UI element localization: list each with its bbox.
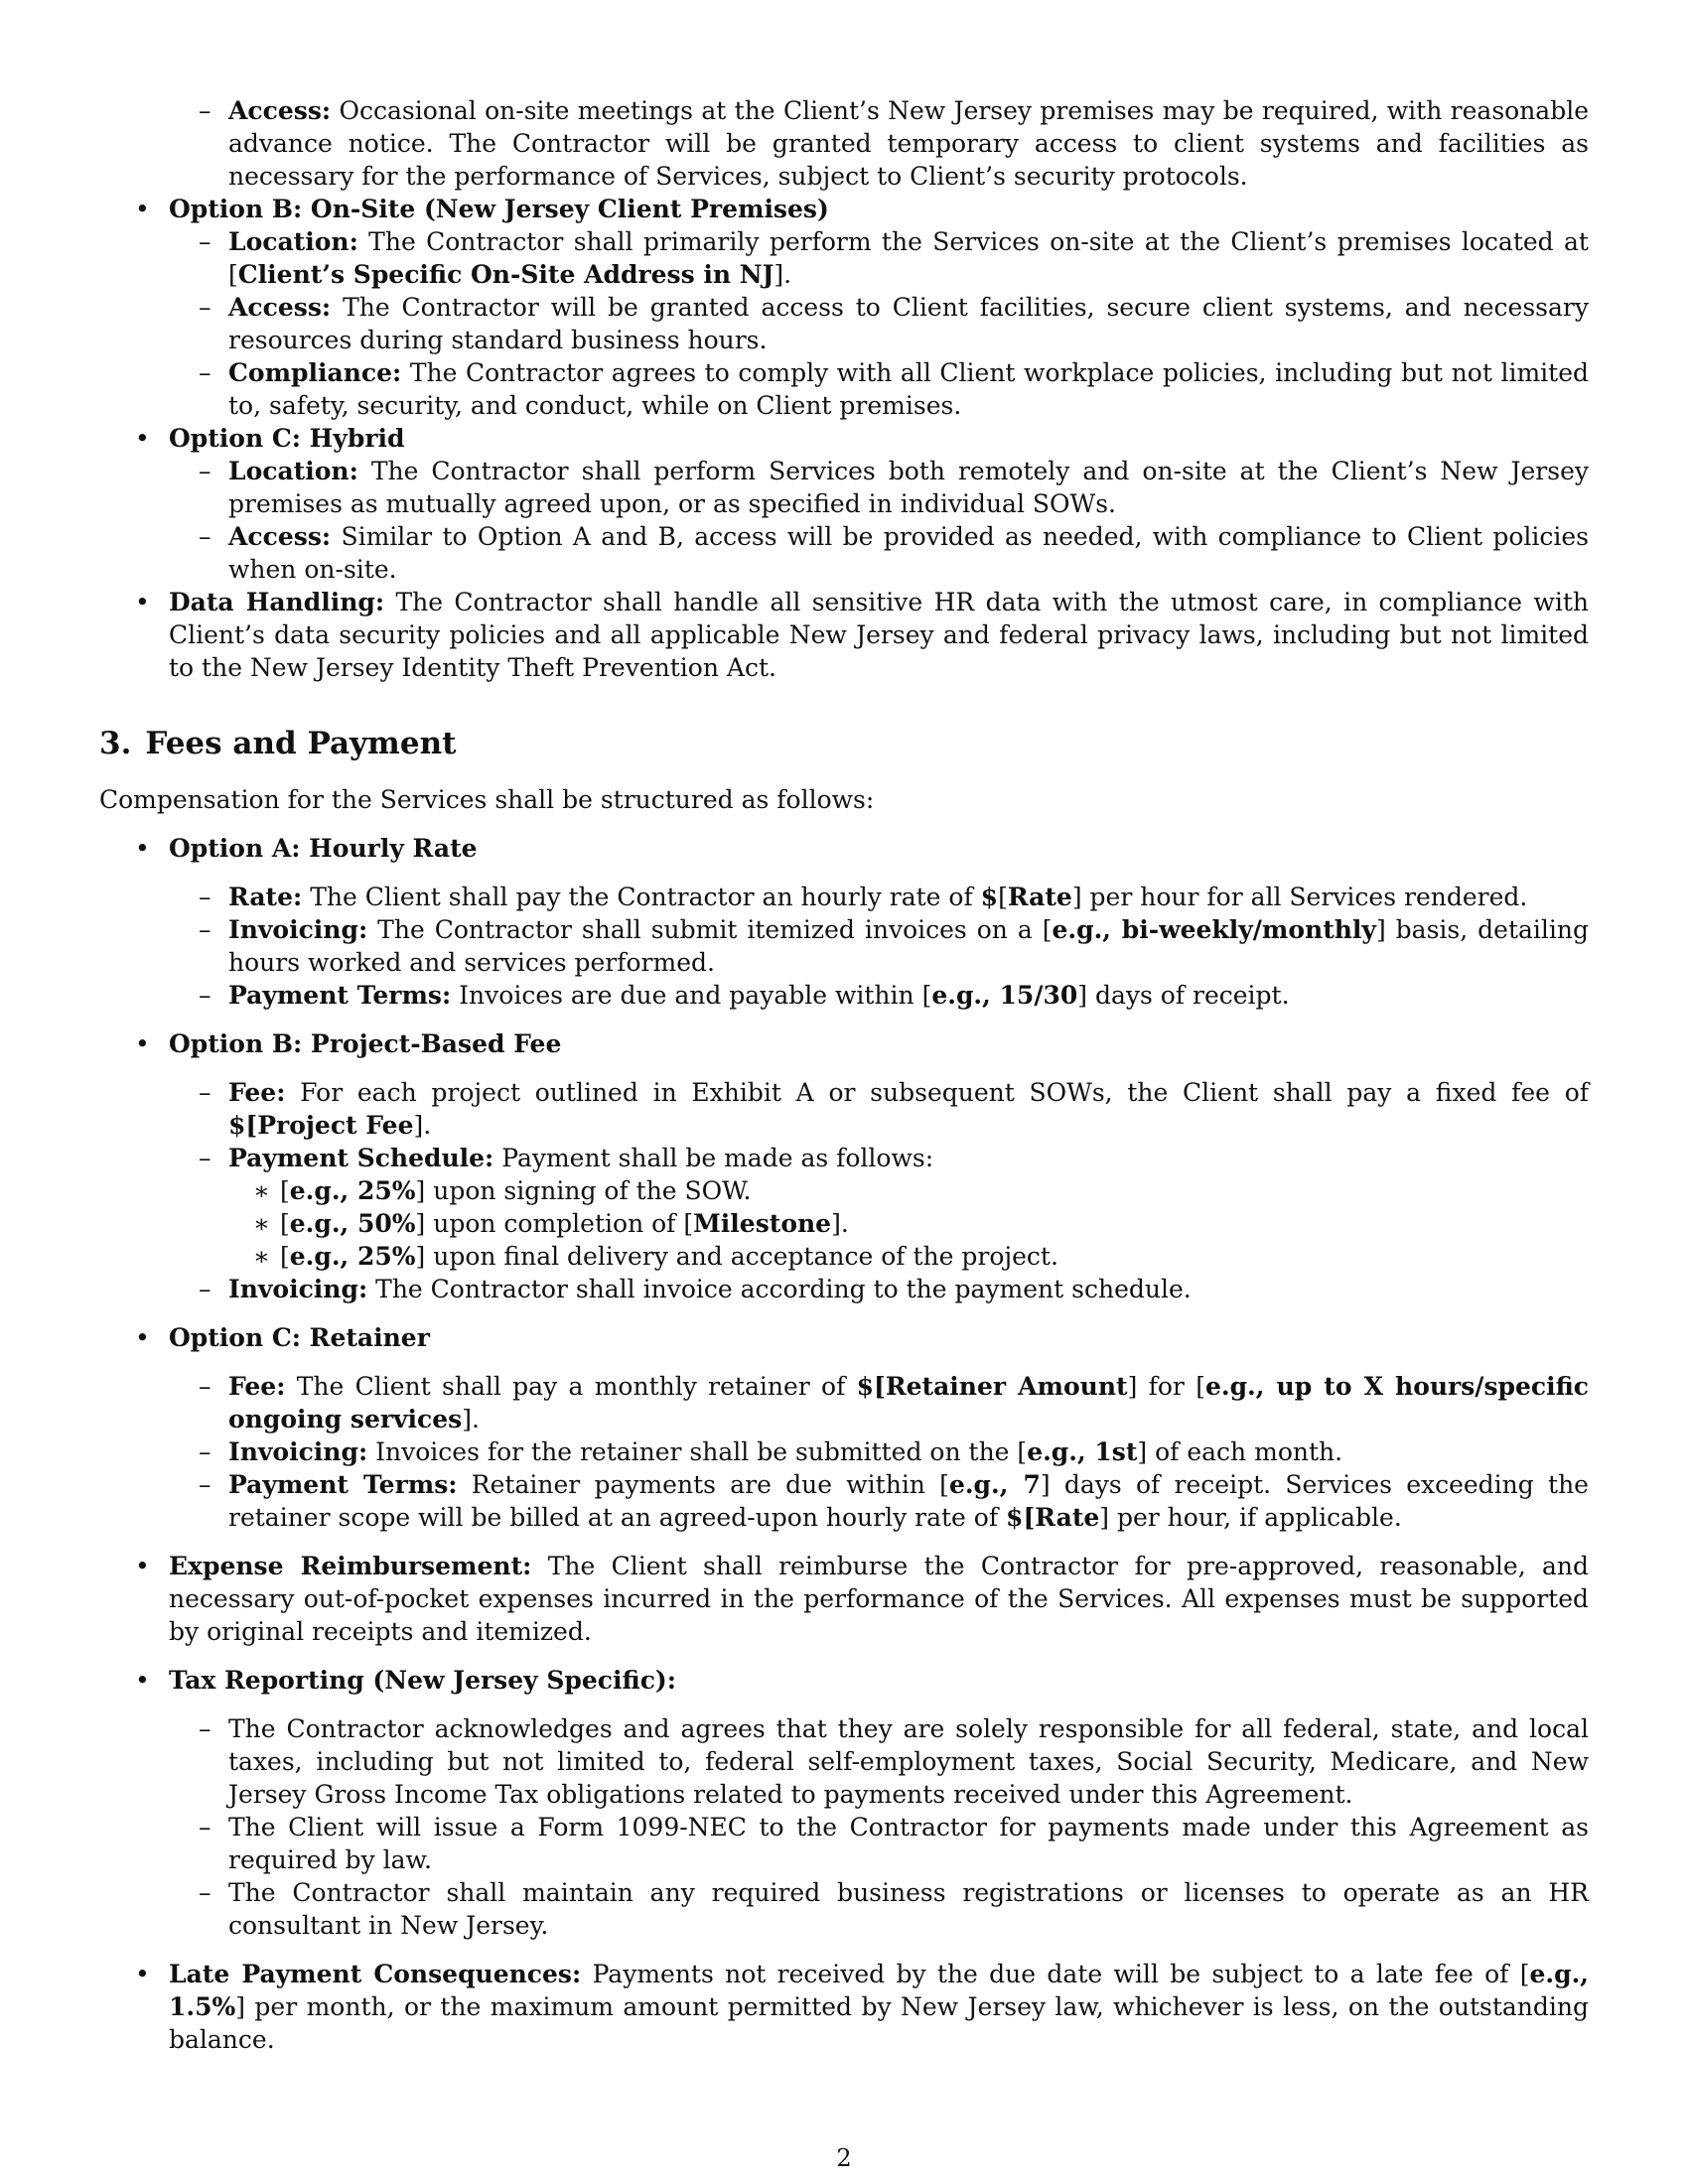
item-text-end: ] per month, or the maximum amount permitted by New Jersey law, whichever is less, on the outstanding balance. bbox=[169, 1992, 1589, 2054]
item-text: The Contractor shall invoice according to the payment schedule. bbox=[375, 1275, 1192, 1303]
item-text: Retainer payments are due within bbox=[471, 1470, 940, 1499]
item-text: Similar to Option A and B, access will be provided as needed, with compliance to Client policies when on-site. bbox=[228, 522, 1589, 584]
rate-placeholder: $[Rate bbox=[1006, 1503, 1100, 1532]
item-text: The Contractor shall submit itemized invoices on a bbox=[377, 915, 1043, 944]
invoicing-option-c-item bbox=[99, 1435, 1589, 1468]
dash-marker: – bbox=[199, 883, 211, 911]
location-option-b-item bbox=[99, 225, 1589, 291]
item-text-end: ]. bbox=[774, 260, 792, 289]
bullet-marker: • bbox=[135, 1960, 150, 1988]
dash-marker: – bbox=[199, 1813, 211, 1842]
dash-marker: – bbox=[199, 981, 211, 1010]
day-placeholder: e.g., 1st bbox=[1027, 1437, 1138, 1466]
bracket-open: [ bbox=[1519, 1960, 1530, 1988]
item-text: ] upon signing of the SOW. bbox=[415, 1176, 752, 1205]
item-label: Data Handling: bbox=[169, 588, 385, 616]
item-label: Payment Terms: bbox=[228, 1470, 458, 1499]
dash-marker: – bbox=[199, 358, 211, 387]
schedule-step-1 bbox=[99, 1174, 1589, 1207]
item-text: Payments not received by the due date will be subject to a late fee of bbox=[592, 1960, 1520, 1988]
item-text: The Client will issue a Form 1099-NEC to the Contractor for payments made under this Agreement as required by law. bbox=[228, 1813, 1589, 1874]
retainer-amount-placeholder: $[Retainer Amount bbox=[856, 1372, 1128, 1401]
days-placeholder: e.g., 7 bbox=[948, 1470, 1041, 1499]
item-label: Fee: bbox=[228, 1372, 286, 1401]
access-option-b-item bbox=[99, 291, 1589, 356]
item-text-end: ] per hour for all Services rendered. bbox=[1071, 883, 1528, 911]
option-b-onsite-item bbox=[99, 193, 1589, 225]
dollar-sign: $ bbox=[980, 883, 999, 911]
item-label: Access: bbox=[228, 522, 332, 551]
dash-marker: – bbox=[199, 1470, 211, 1499]
fee-option-b-item bbox=[99, 1076, 1589, 1142]
item-text: ] upon completion of [ bbox=[415, 1209, 694, 1238]
star-marker: ∗ bbox=[253, 1176, 270, 1205]
project-fee-placeholder: $[Project Fee bbox=[228, 1111, 414, 1140]
bullet-marker: • bbox=[135, 588, 150, 616]
bracket-open: [ bbox=[280, 1176, 290, 1205]
item-label: Payment Schedule: bbox=[228, 1144, 494, 1172]
item-text: ] for [ bbox=[1127, 1372, 1205, 1401]
item-text-end: ] of each month. bbox=[1137, 1437, 1343, 1466]
item-label: Invoicing: bbox=[228, 1437, 368, 1466]
item-text: Payment shall be made as follows: bbox=[501, 1144, 934, 1172]
days-placeholder: e.g., 15/30 bbox=[931, 981, 1078, 1010]
item-text: For each project outlined in Exhibit A or subsequent SOWs, the Client shall pay a fixed fee of bbox=[300, 1078, 1589, 1107]
dash-marker: – bbox=[199, 522, 211, 551]
dash-marker: – bbox=[199, 457, 211, 485]
item-label: Access: bbox=[228, 293, 332, 322]
item-text: The Contractor will be granted access to Client facilities, secure client systems, and necessary resources during standard business hours. bbox=[228, 293, 1589, 354]
item-label: Late Payment Consequences: bbox=[169, 1960, 582, 1988]
schedule-step-3 bbox=[99, 1240, 1589, 1273]
option-title: Option C: Hybrid bbox=[169, 424, 405, 453]
item-text-end: ] basis, detailing hours worked and services performed. bbox=[228, 915, 1590, 977]
item-label: Compliance: bbox=[228, 358, 402, 387]
bracket-open: [ bbox=[280, 1242, 290, 1271]
dash-marker: – bbox=[199, 1714, 211, 1743]
dash-marker: – bbox=[199, 1078, 211, 1107]
item-text: ] days of receipt. Services exceeding the retainer scope will be billed at an agreed-upon hourly rate of bbox=[228, 1470, 1589, 1532]
item-text: The Contractor agrees to comply with all Client workplace policies, including but not limited to, safety, security, and conduct, while on Client premises. bbox=[228, 358, 1590, 420]
item-label: Invoicing: bbox=[228, 1275, 368, 1303]
payment-schedule-item bbox=[99, 1142, 1589, 1174]
option-title: Tax Reporting (New Jersey Specific): bbox=[169, 1666, 676, 1695]
access-option-c-item bbox=[99, 520, 1589, 586]
item-text-end: ]. bbox=[831, 1209, 849, 1238]
item-label: Rate: bbox=[228, 883, 303, 911]
item-text: The Client shall pay the Contractor an hourly rate of bbox=[310, 883, 981, 911]
dash-marker: – bbox=[199, 915, 211, 944]
section-title: Fees and Payment bbox=[145, 726, 457, 761]
item-text-end: ] days of receipt. bbox=[1077, 981, 1290, 1010]
bracket-open: [ bbox=[998, 883, 1008, 911]
item-text-end: ] per hour, if applicable. bbox=[1099, 1503, 1402, 1532]
frequency-placeholder: e.g., bi-weekly/monthly bbox=[1052, 915, 1376, 944]
item-text: Invoices for the retainer shall be submitted on the bbox=[375, 1437, 1018, 1466]
fee-option-c-item bbox=[99, 1370, 1589, 1435]
late-payment-item bbox=[99, 1958, 1589, 2056]
option-a-hourly-item bbox=[99, 832, 1589, 865]
bullet-marker: • bbox=[135, 1323, 150, 1352]
invoicing-option-a-item bbox=[99, 913, 1589, 979]
bullet-marker: • bbox=[135, 1029, 150, 1058]
percent-placeholder: e.g., 25% bbox=[289, 1242, 416, 1271]
option-title: Option C: Retainer bbox=[169, 1323, 430, 1352]
item-label: Invoicing: bbox=[228, 915, 368, 944]
section-intro: Compensation for the Services shall be structured as follows: bbox=[99, 785, 875, 814]
tax-1099-item bbox=[99, 1811, 1589, 1876]
item-text: The Contractor shall perform Services both remotely and on-site at the Client’s New Jersey premises as mutually agreed upon, or as specified in individual SOWs. bbox=[228, 457, 1589, 518]
data-handling-item bbox=[99, 586, 1589, 684]
item-text-end: ]. bbox=[413, 1111, 432, 1140]
option-c-retainer-item bbox=[99, 1321, 1589, 1354]
dash-marker: – bbox=[199, 96, 211, 125]
bracket-open: [ bbox=[939, 1470, 949, 1499]
bracket-open: [ bbox=[1042, 915, 1053, 944]
item-label: Location: bbox=[228, 227, 358, 256]
bracket-open: [ bbox=[280, 1209, 290, 1238]
page-number: 2 bbox=[836, 2144, 852, 2172]
percent-placeholder: e.g., 25% bbox=[289, 1176, 416, 1205]
bullet-marker: • bbox=[135, 1666, 150, 1695]
option-title: Option A: Hourly Rate bbox=[169, 834, 478, 863]
location-option-c-item bbox=[99, 455, 1589, 520]
item-text: Occasional on-site meetings at the Client’s New Jersey premises may be required, with reasonable advance notice. The Contractor will be granted temporary access to client systems and facilities as necessary for the performance of Services, subject to Client’s security protocols. bbox=[228, 96, 1590, 191]
rate-item bbox=[99, 881, 1589, 913]
option-title: Option B: Project-Based Fee bbox=[169, 1029, 562, 1058]
item-label: Location: bbox=[228, 457, 358, 485]
item-text: The Contractor shall handle all sensitive HR data with the utmost care, in compliance with Client’s data security policies and all applicable New Jersey and federal privacy laws, including but not limited to the New Jersey Identity Theft Prevention Act. bbox=[169, 588, 1590, 682]
dash-marker: – bbox=[199, 1437, 211, 1466]
item-text: The Contractor acknowledges and agrees that they are solely responsible for all federal, state, and local taxes, including but not limited to, federal self-employment taxes, Social Security, Medicare, and New Jersey Gross Income Tax obligations related to payments received under this Agreement. bbox=[228, 1714, 1589, 1809]
dash-marker: – bbox=[199, 1275, 211, 1303]
star-marker: ∗ bbox=[253, 1242, 270, 1271]
bracket-open: [ bbox=[921, 981, 932, 1010]
document-page bbox=[99, 94, 1589, 2056]
percent-placeholder: e.g., 50% bbox=[289, 1209, 416, 1238]
hours-placeholder: e.g., up to X hours/specific ongoing services bbox=[228, 1372, 1590, 1433]
bullet-marker: • bbox=[135, 1552, 150, 1580]
bullet-marker: • bbox=[135, 424, 150, 453]
item-label: Expense Reimbursement: bbox=[169, 1552, 532, 1580]
item-label: Fee: bbox=[228, 1078, 286, 1107]
item-label: Payment Terms: bbox=[228, 981, 452, 1010]
invoicing-option-b-item bbox=[99, 1273, 1589, 1305]
dash-marker: – bbox=[199, 227, 211, 256]
compliance-item bbox=[99, 356, 1589, 422]
item-label: Access: bbox=[228, 96, 332, 125]
section-number: 3. bbox=[99, 726, 132, 761]
item-text: The Client shall reimburse the Contractor for pre-approved, reasonable, and necessary out-of-pocket expenses incurred in the performance of the Services. All expenses must be supported by original receipts and itemized. bbox=[169, 1552, 1589, 1646]
dash-marker: – bbox=[199, 1144, 211, 1172]
expense-reimbursement-item bbox=[99, 1550, 1589, 1648]
item-text-end: ]. bbox=[462, 1405, 480, 1433]
dash-marker: – bbox=[199, 1372, 211, 1401]
tax-reporting-item bbox=[99, 1664, 1589, 1697]
payment-terms-option-a-item bbox=[99, 979, 1589, 1012]
bullet-marker: • bbox=[135, 195, 150, 223]
milestone-placeholder: Milestone bbox=[693, 1209, 832, 1238]
option-b-project-item bbox=[99, 1027, 1589, 1060]
address-placeholder: Client’s Specific On-Site Address in NJ bbox=[237, 260, 774, 289]
item-text: Invoices are due and payable within bbox=[459, 981, 922, 1010]
access-option-a-item bbox=[99, 94, 1589, 193]
item-text: The Contractor shall maintain any required business registrations or licenses to operate as an HR consultant in New Jersey. bbox=[228, 1878, 1589, 1940]
star-marker: ∗ bbox=[253, 1209, 270, 1238]
payment-terms-option-c-item bbox=[99, 1468, 1589, 1534]
option-title: Option B: On-Site (New Jersey Client Premises) bbox=[169, 195, 829, 223]
bullet-marker: • bbox=[135, 834, 150, 863]
tax-responsibility-item bbox=[99, 1712, 1589, 1811]
section-heading bbox=[99, 724, 1589, 763]
item-text: The Contractor shall primarily perform the Services on-site at the Client’s premises located at [ bbox=[228, 227, 1589, 289]
option-c-hybrid-item bbox=[99, 422, 1589, 455]
rate-placeholder: Rate bbox=[1007, 883, 1072, 911]
item-text: The Client shall pay a monthly retainer of bbox=[296, 1372, 857, 1401]
dash-marker: – bbox=[199, 293, 211, 322]
late-fee-placeholder: e.g., 1.5% bbox=[169, 1960, 1590, 2021]
dash-marker: – bbox=[199, 1878, 211, 1907]
tax-registration-item bbox=[99, 1876, 1589, 1942]
item-text: ] upon final delivery and acceptance of the project. bbox=[415, 1242, 1058, 1271]
schedule-step-2 bbox=[99, 1207, 1589, 1240]
bracket-open: [ bbox=[1017, 1437, 1028, 1466]
